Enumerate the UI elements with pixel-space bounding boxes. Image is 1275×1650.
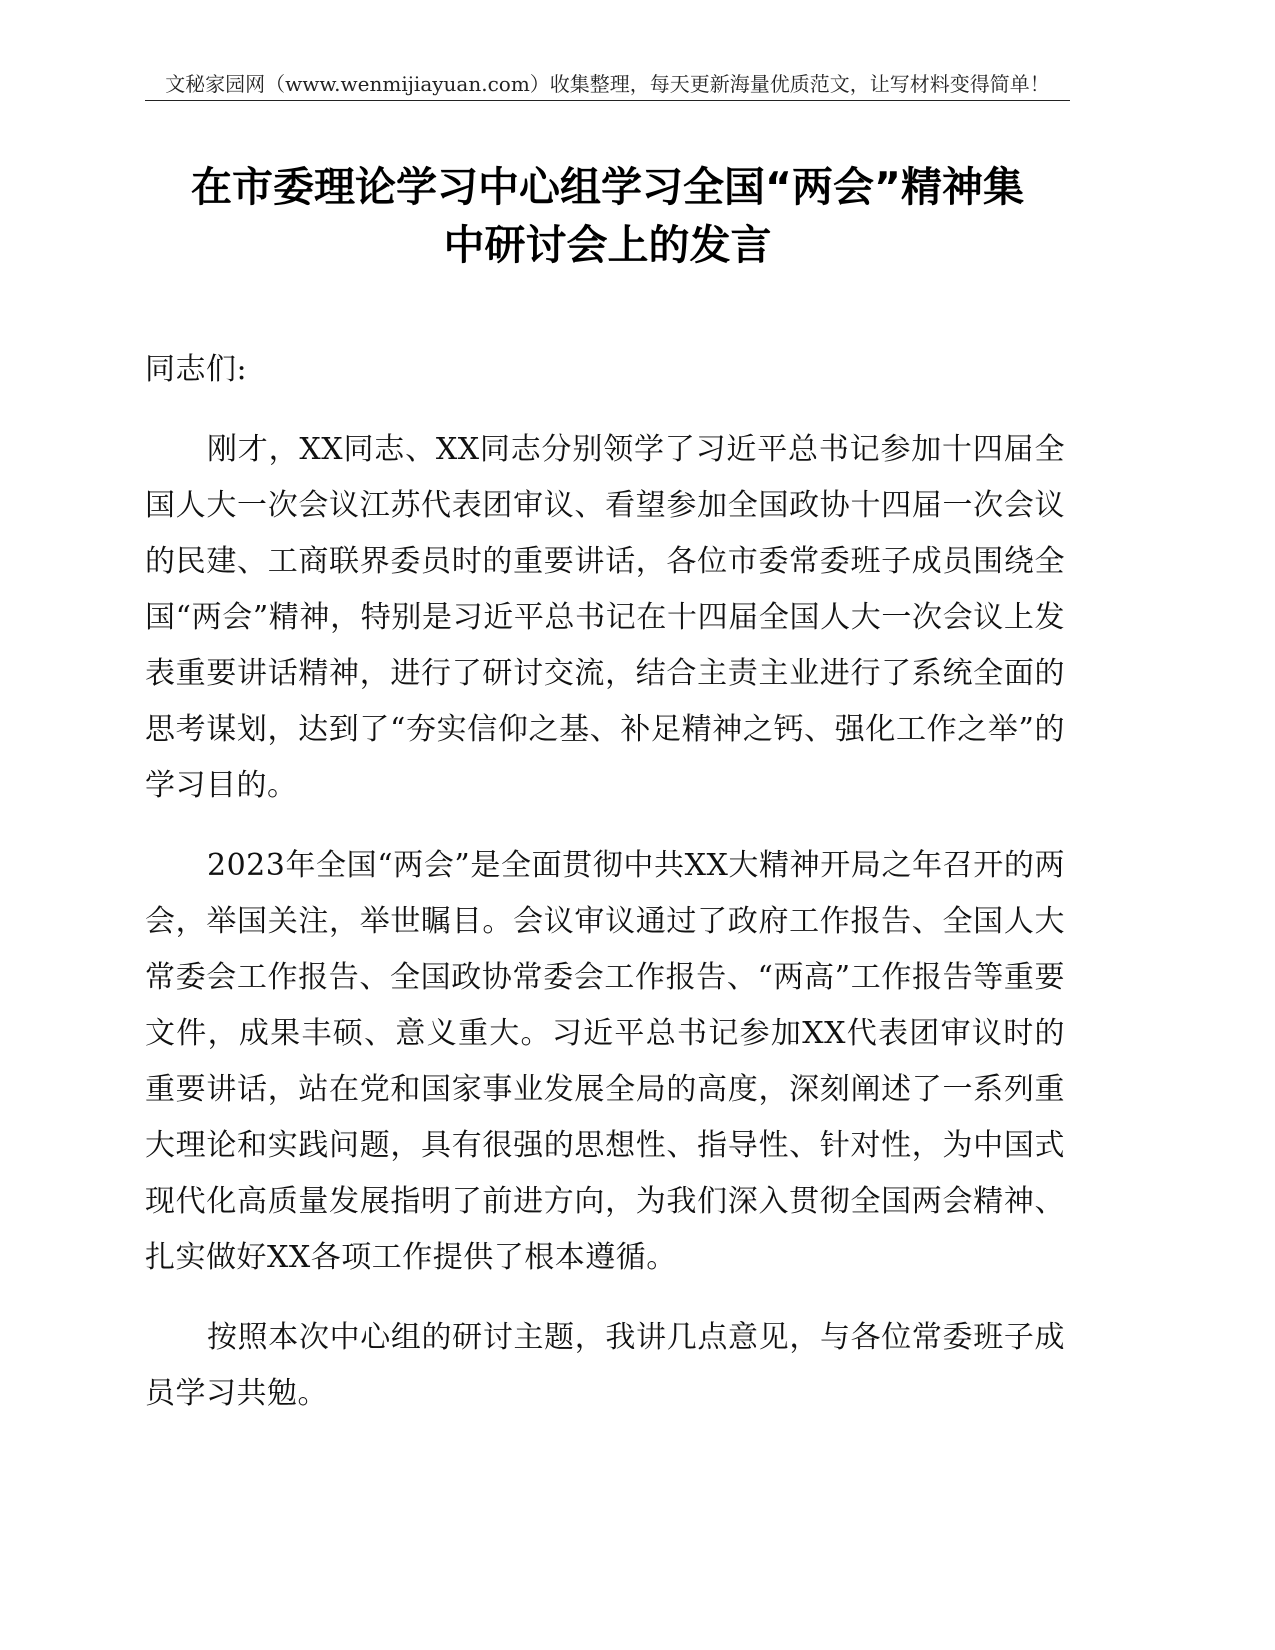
- paragraph-1: 刚才，XX同志、XX同志分别领学了习近平总书记参加十四届全国人大一次会议江苏代表团审议、看望参加全国政协十四届一次会议的民建、工商联界委员时的重要讲话，各位市委常委班子成员围绕全国“两会”精神，特别是习近平总书记在十四届全国人大一次会议上发表重要讲话精神，进行了研讨交流，结合主责主业进行了系统全面的思考谋划，达到了“夯实信仰之基、补足精神之钙、强化工作之举”的学习目的。: [145, 432, 1065, 803]
- header-text: 文秘家园网（www.wenmijiayuan.com）收集整理，每天更新海量优质范文，让写材料变得简单！: [165, 72, 1050, 96]
- document-title: [140, 158, 1075, 274]
- page-header: [145, 70, 1070, 101]
- paragraph-2: 2023年全国“两会”是全面贯彻中共XX大精神开局之年召开的两会，举国关注，举世瞩目。会议审议通过了政府工作报告、全国人大常委会工作报告、全国政协常委会工作报告、“两高”工作报告等重要文件，成果丰硕、意义重大。习近平总书记参加XX代表团审议时的重要讲话，站在党和国家事业发展全局的高度，深刻阐述了一系列重大理论和实践问题，具有很强的思想性、指导性、针对性，为中国式现代化高质量发展指明了前进方向，为我们深入贯彻全国两会精神、扎实做好XX各项工作提供了根本遵循。: [145, 848, 1065, 1275]
- document-body: [145, 342, 1065, 1446]
- title-line-1: 在市委理论学习中心组学习全国“两会”精神集: [191, 163, 1024, 211]
- title-line-2: 中研讨会上的发言: [443, 221, 772, 269]
- salutation: 同志们:: [145, 352, 248, 387]
- paragraph-3: 按照本次中心组的研讨主题，我讲几点意见，与各位常委班子成员学习共勉。: [145, 1320, 1065, 1411]
